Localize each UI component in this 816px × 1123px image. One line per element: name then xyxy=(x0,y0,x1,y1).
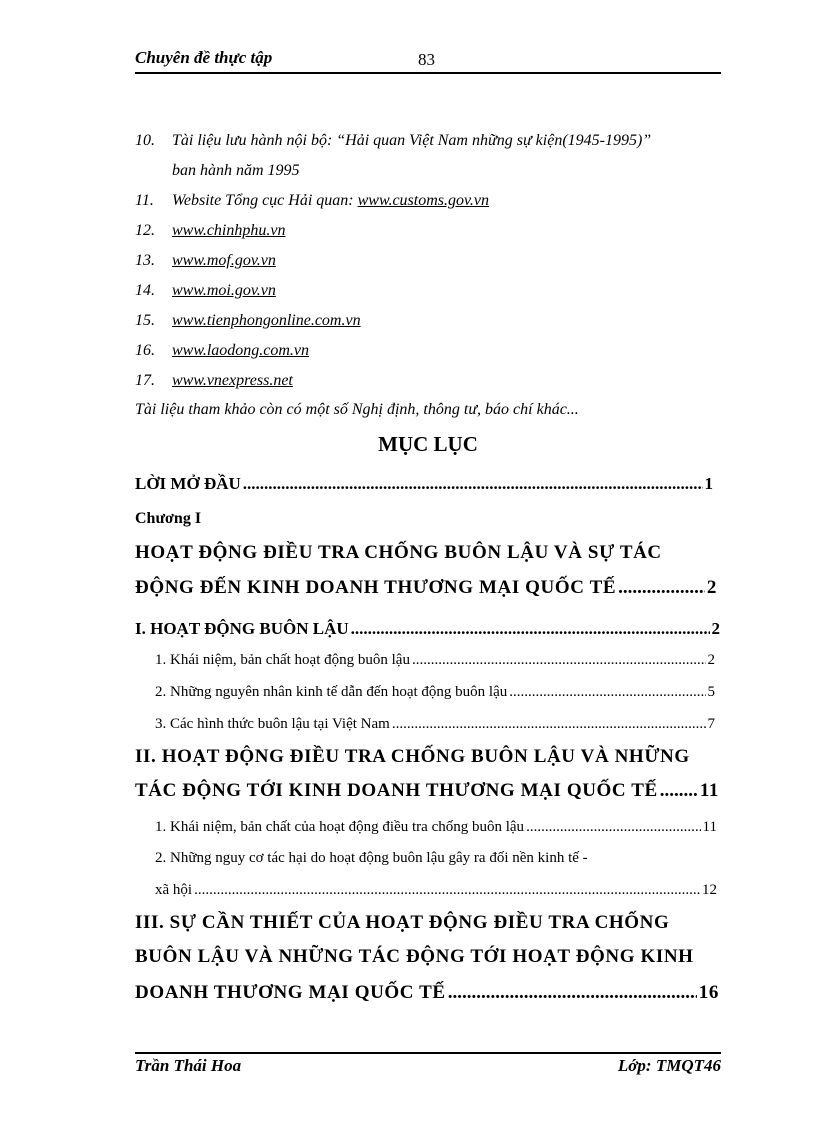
page-number: 83 xyxy=(418,50,435,69)
toc-leader xyxy=(509,684,705,701)
footer-class: Lớp: TMQT46 xyxy=(617,1056,721,1075)
toc-entry-intro[interactable] xyxy=(135,474,713,494)
toc-leader xyxy=(412,652,706,669)
toc-entry-section-2-2-cont[interactable] xyxy=(155,882,717,899)
header-title: Chuyên đề thực tập xyxy=(135,48,273,67)
toc-entry-section-2[interactable] xyxy=(135,780,719,802)
toc-section-2-line1 xyxy=(135,746,690,768)
reference-link[interactable]: www.moi.gov.vn xyxy=(172,282,276,299)
toc-entry-label: LỜI MỞ ĐẦU xyxy=(135,474,241,493)
reference-link[interactable]: www.tienphongonline.com.vn xyxy=(172,312,361,329)
reference-item xyxy=(135,312,361,330)
toc-entry-page: 2 xyxy=(707,652,715,668)
reference-link[interactable]: www.customs.gov.vn xyxy=(357,192,490,209)
reference-number: 12. xyxy=(135,222,155,239)
toc-entry-section-1-1[interactable] xyxy=(155,652,715,669)
toc-leader xyxy=(392,716,706,733)
toc-leader xyxy=(351,619,710,639)
toc-entry-page: 11 xyxy=(702,819,717,835)
toc-entry-label: III. SỰ CẦN THIẾT CỦA HOẠT ĐỘNG ĐIỀU TRA CHỐNG xyxy=(135,912,670,933)
reference-number: 11. xyxy=(135,192,154,209)
reference-item xyxy=(135,372,293,390)
toc-entry-label: 1. Khái niệm, bản chất của hoạt động điều tra chống buôn lậu xyxy=(155,819,525,835)
toc-entry-label: 2. Những nguy cơ tác hại do hoạt động buôn lậu gây ra đối nền kinh tế - xyxy=(155,850,588,866)
footer-author: Trần Thái Hoa xyxy=(135,1056,242,1075)
reference-link[interactable]: www.laodong.com.vn xyxy=(172,342,310,359)
toc-entry-page: 5 xyxy=(707,684,715,700)
toc-entry-section-1[interactable] xyxy=(135,619,720,639)
reference-item xyxy=(135,282,276,300)
reference-text: Website Tổng cục Hải quan: xyxy=(172,192,358,209)
reference-continuation: ban hành năm 1995 xyxy=(172,162,300,179)
toc-entry-label: DOANH THƯƠNG MẠI QUỐC TẾ xyxy=(135,982,446,1003)
reference-link[interactable]: www.mof.gov.vn xyxy=(172,252,276,269)
toc-entry-section-1-3[interactable] xyxy=(155,716,715,733)
toc-leader xyxy=(243,474,703,494)
reference-item xyxy=(135,132,651,150)
header-divider xyxy=(135,72,721,74)
toc-leader xyxy=(448,982,697,1004)
toc-entry-label: HOẠT ĐỘNG ĐIỀU TRA CHỐNG BUÔN LẬU VÀ SỰ TÁC xyxy=(135,542,662,563)
toc-entry-section-2-1[interactable] xyxy=(155,819,717,836)
references-note: Tài liệu tham khảo còn có một số Nghị định, thông tư, báo chí khác... xyxy=(135,401,579,418)
reference-link[interactable]: www.vnexpress.net xyxy=(172,372,293,389)
reference-number: 14. xyxy=(135,282,155,299)
reference-item xyxy=(135,252,276,270)
reference-number: 15. xyxy=(135,312,155,329)
toc-entry-section-2-2[interactable] xyxy=(155,850,588,867)
toc-entry-label: 1. Khái niệm, bản chất hoạt động buôn lậu xyxy=(155,652,410,668)
reference-text: Tài liệu lưu hành nội bộ: “Hải quan Việt Nam những sự kiện(1945-1995)” xyxy=(172,132,652,149)
toc-title: MỤC LỤC xyxy=(378,432,478,456)
toc-chapter-title-line1 xyxy=(135,542,662,564)
toc-leader xyxy=(194,882,700,899)
chapter-label: Chương I xyxy=(135,510,202,527)
toc-entry-section-3[interactable] xyxy=(135,982,719,1004)
toc-entry-label: BUÔN LẬU VÀ NHỮNG TÁC ĐỘNG TỚI HOẠT ĐỘNG KINH xyxy=(135,946,694,967)
toc-entry-label: I. HOẠT ĐỘNG BUÔN LẬU xyxy=(135,619,349,638)
reference-number: 10. xyxy=(135,132,155,149)
reference-number: 17. xyxy=(135,372,155,389)
footer-divider xyxy=(135,1052,721,1054)
reference-item xyxy=(135,192,489,210)
toc-section-3-line1 xyxy=(135,912,669,934)
reference-number: 16. xyxy=(135,342,155,359)
toc-entry-label: TÁC ĐỘNG TỚI KINH DOANH THƯƠNG MẠI QUỐC TẾ xyxy=(135,780,658,801)
toc-entry-label: II. HOẠT ĐỘNG ĐIỀU TRA CHỐNG BUÔN LẬU VÀ NHỮNG xyxy=(135,746,690,767)
toc-entry-page: 12 xyxy=(702,882,717,898)
toc-leader xyxy=(660,780,698,802)
toc-entry-page: 1 xyxy=(704,474,713,493)
toc-entry-label: ĐỘNG ĐẾN KINH DOANH THƯƠNG MẠI QUỐC TẾ xyxy=(135,577,617,598)
toc-entry-page: 11 xyxy=(699,780,719,801)
toc-entry-page: 2 xyxy=(711,619,720,638)
toc-section-3-line2 xyxy=(135,946,694,968)
toc-entry-label: xã hội xyxy=(155,882,193,898)
toc-entry-label: 3. Các hình thức buôn lậu tại Việt Nam xyxy=(155,716,390,732)
toc-entry-page: 7 xyxy=(707,716,715,732)
toc-entry-label: 2. Những nguyên nhân kinh tế dẫn đến hoạt động buôn lậu xyxy=(155,684,508,700)
reference-number: 13. xyxy=(135,252,155,269)
toc-leader xyxy=(618,577,705,599)
toc-leader xyxy=(526,819,700,836)
toc-entry-page: 16 xyxy=(698,982,719,1003)
reference-item xyxy=(135,342,309,360)
toc-entry-chapter-1[interactable] xyxy=(135,577,717,599)
toc-entry-page: 2 xyxy=(706,577,717,598)
reference-link[interactable]: www.chinhphu.vn xyxy=(172,222,286,239)
reference-item xyxy=(135,222,285,240)
toc-entry-section-1-2[interactable] xyxy=(155,684,715,701)
